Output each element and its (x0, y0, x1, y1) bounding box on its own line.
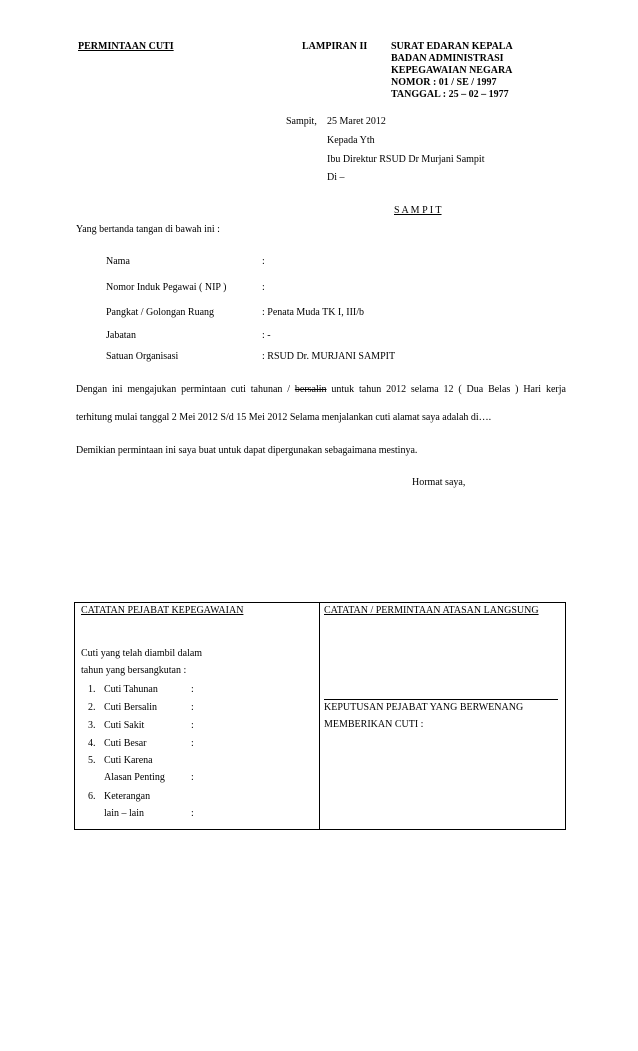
field-value-satuan: : RSUD Dr. MURJANI SAMPIT (262, 351, 396, 362)
item-number: 5. (88, 755, 96, 766)
leave-item-label: Keterangan (104, 791, 151, 802)
item-colon: : (191, 808, 194, 819)
right-column-header: CATATAN / PERMINTAAN ATASAN LANGSUNG (324, 605, 539, 616)
item-colon: : (191, 772, 194, 783)
item-number: 2. (88, 702, 96, 713)
addressee-prefix: Kepada Yth (327, 135, 375, 146)
item-number: 1. (88, 684, 96, 695)
word: untuk (331, 384, 355, 395)
item-number: 3. (88, 720, 96, 731)
table-divider (319, 602, 320, 829)
leave-item-label: Alasan Penting (104, 772, 165, 783)
leave-item-label: Cuti Karena (104, 755, 153, 766)
word: ) (515, 384, 519, 395)
leave-item-label: Cuti Tahunan (104, 684, 158, 695)
decision-heading-line1: KEPUTUSAN PEJABAT YANG BERWENANG (324, 702, 524, 713)
word: ini (111, 384, 123, 395)
closing-statement: Demikian permintaan ini saya buat untuk dapat dipergunakan sebagaimana mestinya. (76, 445, 418, 456)
word: tahunan (250, 384, 283, 395)
place-label: Sampit, (286, 116, 317, 127)
word: kerja (545, 384, 566, 395)
word: Belas (488, 384, 511, 395)
word: cuti (230, 384, 246, 395)
item-number: 6. (88, 791, 96, 802)
item-number: 4. (88, 738, 96, 749)
circular-line: SURAT EDARAN KEPALA (391, 41, 513, 52)
field-label-pangkat: Pangkat / Golongan Ruang (106, 307, 215, 318)
word: tahun (359, 384, 382, 395)
circular-line: KEPEGAWAIAN NEGARA (391, 65, 513, 76)
field-value-nama: : (262, 256, 265, 267)
circular-reference (391, 41, 513, 101)
word: 2012 (386, 384, 407, 395)
item-colon: : (191, 702, 194, 713)
field-value-nip: : (262, 282, 265, 293)
city: S A M P I T (394, 205, 442, 216)
word: permintaan (181, 384, 227, 395)
item-colon: : (191, 738, 194, 749)
leave-item-label: Cuti Bersalin (104, 702, 158, 713)
field-value-pangkat: : Penata Muda TK I, III/b (262, 307, 365, 318)
item-colon: : (191, 684, 194, 695)
field-label-jabatan: Jabatan (106, 330, 136, 341)
word: Hari (523, 384, 542, 395)
circular-line: TANGGAL : 25 – 02 – 1977 (391, 89, 509, 100)
form-title: PERMINTAAN CUTI (78, 41, 174, 52)
leave-taken-intro-line1: Cuti yang telah diambil dalam (81, 648, 203, 659)
word: Dua (466, 384, 484, 395)
circular-line: BADAN ADMINISTRASI (391, 53, 504, 64)
request-paragraph-line2: terhitung mulai tanggal 2 Mei 2012 S/d 15 Mei 2012 Selama menjalankan cuti alamat saya adalah di…. (76, 412, 492, 423)
word: 12 (443, 384, 454, 395)
word: selama (410, 384, 439, 395)
field-label-nip: Nomor Induk Pegawai ( NIP ) (106, 282, 227, 293)
intro-text: Yang bertanda tangan di bawah ini : (76, 224, 220, 235)
decision-heading-line2: MEMBERIKAN CUTI : (324, 719, 424, 730)
word: ( (458, 384, 462, 395)
left-column-header: CATATAN PEJABAT KEPEGAWAIAN (81, 605, 244, 616)
right-section-divider (324, 699, 558, 700)
word: Dengan (76, 384, 108, 395)
request-paragraph-line1 (76, 384, 566, 395)
word: / (287, 384, 291, 395)
letter-date: 25 Maret 2012 (327, 116, 386, 127)
circular-line: NOMOR : 01 / SE / 1997 (391, 77, 497, 88)
closing-salutation: Hormat saya, (412, 477, 466, 488)
field-label-satuan: Satuan Organisasi (106, 351, 179, 362)
recipient: Ibu Direktur RSUD Dr Murjani Sampit (327, 154, 485, 165)
lampiran-label: LAMPIRAN II (302, 41, 368, 52)
item-colon: : (191, 720, 194, 731)
field-value-jabatan: : - (262, 330, 271, 341)
word: mengajukan (127, 384, 177, 395)
leave-item-label: Cuti Sakit (104, 720, 145, 731)
leave-item-label: Cuti Besar (104, 738, 147, 749)
struck-word: bersalin (294, 384, 327, 395)
field-label-nama: Nama (106, 256, 130, 267)
di-label: Di – (327, 172, 345, 183)
leave-item-label: lain – lain (104, 808, 144, 819)
leave-taken-intro-line2: tahun yang bersangkutan : (81, 665, 187, 676)
